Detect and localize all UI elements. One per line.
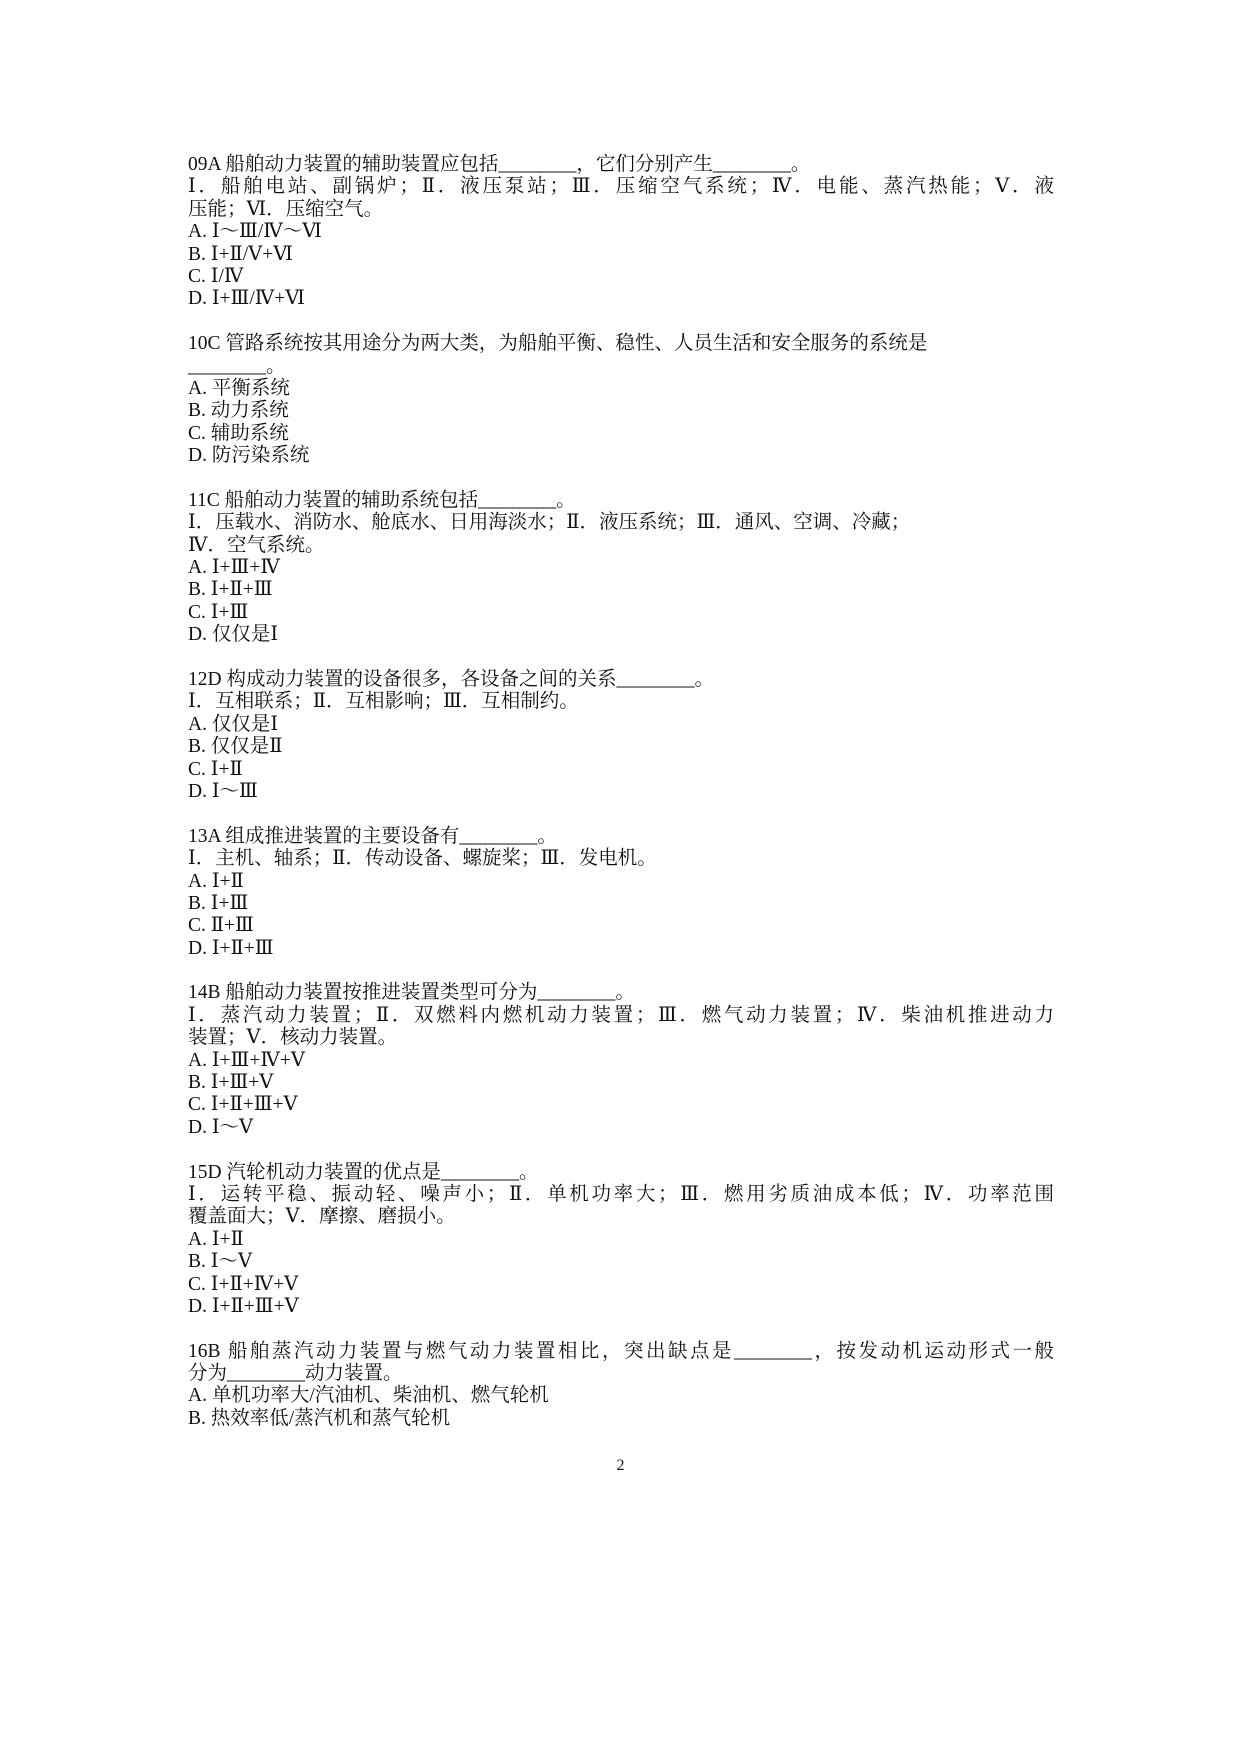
- option-d: D. 防污染系统: [188, 445, 310, 467]
- question-stem-line: 10C 管路系统按其用途分为两大类，为船舶平衡、稳性、人员生活和安全服务的系统是: [188, 333, 928, 355]
- option-c: C. Ⅰ/Ⅳ: [188, 265, 244, 287]
- question-15d: [188, 1162, 1054, 1319]
- option-a: A. 仅仅是Ⅰ: [188, 713, 279, 735]
- option-a: A. Ⅰ+Ⅱ: [188, 870, 244, 892]
- page-number: 2: [616, 1457, 625, 1474]
- option-a: A. Ⅰ+Ⅲ+Ⅳ: [188, 557, 280, 579]
- option-c: C. Ⅰ+Ⅲ: [188, 601, 249, 623]
- option-d: D. Ⅰ～Ⅲ: [188, 780, 258, 802]
- question-10c: [188, 333, 1054, 467]
- question-14b: [188, 982, 1054, 1139]
- question-stem-line: ________。: [188, 355, 286, 377]
- option-c: C. Ⅰ+Ⅱ: [188, 758, 243, 780]
- option-a: A. Ⅰ～Ⅲ/Ⅳ～Ⅵ: [188, 221, 322, 243]
- question-stem-line: 14B 船舶动力装置按推进装置类型可分为________。: [188, 982, 635, 1004]
- option-d: D. Ⅰ～Ⅴ: [188, 1116, 254, 1138]
- question-stem-line: 压能；Ⅵ．压缩空气。: [188, 198, 384, 220]
- option-b: B. 热效率低/蒸汽机和蒸气轮机: [188, 1407, 451, 1429]
- question-stem-line: 13A 组成推进装置的主要设备有________。: [188, 825, 557, 847]
- option-a: A. 平衡系统: [188, 377, 290, 399]
- question-stem-line: 12D 构成动力装置的设备很多，各设备之间的关系________。: [188, 668, 714, 690]
- question-stem-line: 覆盖面大；Ⅴ．摩擦、磨损小。: [188, 1206, 456, 1228]
- question-stem-line: 分为________动力装置。: [188, 1363, 403, 1385]
- option-d: D. 仅仅是Ⅰ: [188, 624, 279, 646]
- question-11c: [188, 490, 1054, 647]
- option-b: B. 动力系统: [188, 400, 289, 422]
- question-stem-line: Ⅰ．运转平稳、振动轻、噪声小；Ⅱ．单机功率大；Ⅲ．燃用劣质油成本低；Ⅳ．功率范围: [188, 1183, 1054, 1205]
- question-stem-line: 15D 汽轮机动力装置的优点是________。: [188, 1161, 539, 1183]
- option-b: B. Ⅰ+Ⅲ+Ⅴ: [188, 1072, 274, 1094]
- question-stem-line: 装置；Ⅴ．核动力装置。: [188, 1027, 398, 1049]
- option-c: C. 辅助系统: [188, 422, 289, 444]
- question-09a: [188, 154, 1054, 311]
- option-c: C. Ⅰ+Ⅱ+Ⅲ+Ⅴ: [188, 1094, 298, 1116]
- option-b: B. Ⅰ+Ⅲ: [188, 892, 249, 914]
- question-stem-line: Ⅰ．互相联系；Ⅱ．互相影响；Ⅲ．互相制约。: [188, 691, 579, 713]
- option-c: C. Ⅱ+Ⅲ: [188, 915, 254, 937]
- option-d: D. Ⅰ+Ⅱ+Ⅲ+Ⅴ: [188, 1295, 299, 1317]
- option-b: B. Ⅰ+Ⅱ+Ⅲ: [188, 579, 273, 601]
- option-a: A. Ⅰ+Ⅲ+Ⅳ+Ⅴ: [188, 1049, 305, 1071]
- document-body: [188, 154, 1054, 1453]
- option-b: B. Ⅰ～Ⅴ: [188, 1251, 253, 1273]
- question-stem-line: Ⅳ．空气系统。: [188, 534, 325, 556]
- option-b: B. Ⅰ+Ⅱ/Ⅴ+Ⅵ: [188, 243, 293, 265]
- option-a: A. 单机功率大/汽油机、柴油机、燃气轮机: [188, 1385, 549, 1407]
- question-stem-line: Ⅰ．蒸汽动力装置；Ⅱ．双燃料内燃机动力装置；Ⅲ．燃气动力装置；Ⅳ．柴油机推进动力: [188, 1004, 1054, 1026]
- question-16b: [188, 1341, 1054, 1431]
- question-stem-line: Ⅰ．压载水、消防水、舱底水、日用海淡水；Ⅱ．液压系统；Ⅲ．通风、空调、冷藏；: [188, 512, 911, 534]
- option-a: A. Ⅰ+Ⅱ: [188, 1228, 244, 1250]
- question-stem-line: Ⅰ．主机、轴系；Ⅱ．传动设备、螺旋桨；Ⅲ．发电机。: [188, 848, 657, 870]
- question-13a: [188, 826, 1054, 960]
- question-stem-line: 11C 船舶动力装置的辅助系统包括________。: [188, 489, 576, 511]
- question-12d: [188, 669, 1054, 803]
- option-d: D. Ⅰ+Ⅱ+Ⅲ: [188, 937, 274, 959]
- option-b: B. 仅仅是Ⅱ: [188, 736, 283, 758]
- question-stem-line: Ⅰ．船舶电站、副锅炉；Ⅱ．液压泵站；Ⅲ．压缩空气系统；Ⅳ．电能、蒸汽热能；Ⅴ．液: [188, 176, 1054, 198]
- option-c: C. Ⅰ+Ⅱ+Ⅳ+Ⅴ: [188, 1273, 299, 1295]
- option-d: D. Ⅰ+Ⅲ/Ⅳ+Ⅵ: [188, 288, 305, 310]
- question-stem-line: 16B 船舶蒸汽动力装置与燃气动力装置相比，突出缺点是________，按发动机运动形式一般: [188, 1340, 1054, 1362]
- question-stem-line: 09A 船舶动力装置的辅助装置应包括________，它们分别产生________。: [188, 154, 811, 175]
